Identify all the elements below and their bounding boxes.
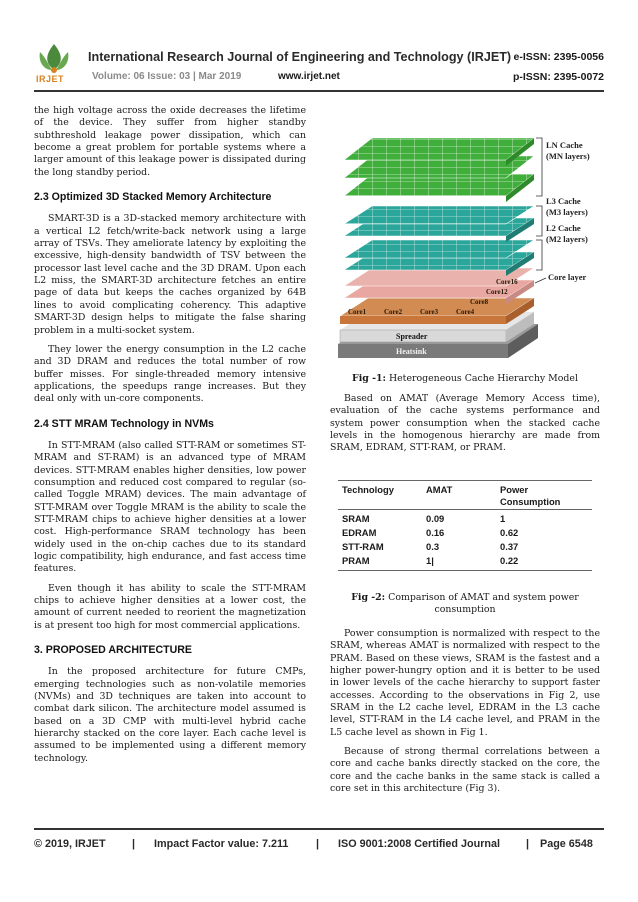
footer-page-number: Page 6548 (540, 838, 593, 850)
core-layer-front (340, 316, 506, 324)
table-cell: 0.22 (500, 555, 519, 566)
table-cell: 0.16 (426, 527, 445, 538)
table-header-consumption: Consumption (500, 496, 561, 507)
table-cell: EDRAM (342, 527, 377, 538)
table-cell: 1| (426, 555, 434, 566)
caption-label: Fig -2: (351, 592, 386, 603)
spreader-label: Spreader (396, 332, 428, 341)
l3-bracket (536, 206, 542, 236)
figure-2-caption (330, 592, 600, 616)
table-header-technology: Technology (342, 484, 394, 495)
p-issn: p-ISSN: 2395-0072 (512, 71, 604, 83)
l2-cache-layer (344, 240, 534, 258)
core-label: Core1 (348, 308, 367, 316)
paragraph: Because of strong thermal correlations between a core and cache banks directly stacked on the core, the core and the cache banks in the same stack is called a core set in this architecture (Fig 3). (330, 746, 600, 795)
paragraph: SMART-3D is a 3D-stacked memory architecture with a vertical L2 fetch/write-back network using a large array of TSVs. They ameliorate latency by exploiting the excessive, high-density bandwidth of TSV between the processor last level cache and the 3D DRAM. Upon each L2 miss, the SMART-3D architecture fetches an entire page of data but keeps the caches organized by 64B lines to avoid complicating coherency. This adaptive SMART-3D design helps to mitigate the false sharing problem in a multi-socket system. (34, 213, 306, 336)
footer-separator: | (316, 838, 320, 850)
core-arrow (535, 278, 546, 283)
table-rule (338, 509, 592, 510)
left-column (34, 105, 306, 772)
l3-layers-label: (M3 layers) (546, 207, 588, 217)
footer-impact-factor: Impact Factor value: 7.211 (154, 838, 289, 850)
caption-label: Fig -1: (352, 373, 386, 384)
core-layer-label: Core layer (548, 272, 587, 282)
table-cell: SRAM (342, 513, 370, 524)
section-heading: 2.3 Optimized 3D Stacked Memory Architecture (34, 191, 272, 204)
table-cell: 0.62 (500, 527, 519, 538)
core-label: Core12 (486, 288, 508, 296)
caption-text: Comparison of AMAT and system power consumption (388, 592, 579, 615)
footer-separator: | (132, 838, 136, 850)
header-divider (34, 90, 604, 92)
website-link[interactable]: www.irjet.net (278, 71, 340, 82)
l2-cache-label: L2 Cache (546, 223, 581, 233)
right-column-top (330, 393, 600, 462)
core-label: Core16 (496, 278, 518, 286)
e-issn: e-ISSN: 2395-0056 (513, 51, 604, 63)
table-header-amat: AMAT (426, 484, 453, 495)
section-heading: 2.4 STT MRAM Technology in NVMs (34, 417, 214, 430)
l3-cache-label: L3 Cache (546, 196, 581, 206)
table-cell: STT-RAM (342, 541, 384, 552)
figure-1-caption (330, 373, 600, 385)
core-label: Core2 (384, 308, 403, 316)
footer-divider (34, 828, 604, 830)
table-rule (338, 570, 592, 571)
journal-title: International Research Journal of Engineering and Technology (IRJET) (88, 50, 512, 64)
paragraph: the high voltage across the oxide decreases the lifetime of the device. They suffer from higher standby subthreshold leakage power dissipation, which can become a great problem for portable systems where a larger amount of this leakage power is dissipated during the long standby period. (34, 105, 306, 178)
table-cell: 0.09 (426, 513, 445, 524)
table-cell: 0.37 (500, 541, 519, 552)
volume-issue: Volume: 06 Issue: 03 | Mar 2019 (92, 71, 242, 82)
paragraph: They lower the energy consumption in the L2 cache and 3D DRAM and reduces the total number of row buffer misses. For single-threaded memory intensive applications, the speedups range increases. But they deal only with un-core components. (34, 343, 306, 405)
paragraph: Even though it has ability to scale the STT-MRAM chips to achieve higher densities at a lower cost, the amount of current needed to reorient the magnetization is at present too high for most commercial applications. (34, 582, 306, 631)
paragraph: In the proposed architecture for future CMPs, emerging technologies such as non-volatile memories (NVMs) and 3D techniques are taken into account to combat dark silicon. The architecture model assumed is based on a 3D CMP with multi-level hybrid cache hierarchy stacked on the core layer. Each cache level is assumed to be implemented using a different memory technology. (34, 666, 306, 764)
table-rule (338, 480, 592, 481)
footer-separator: | (526, 838, 530, 850)
core-label: Core8 (470, 298, 489, 306)
core-label: Core3 (420, 308, 439, 316)
page-header (0, 0, 638, 92)
cache-hierarchy-figure (330, 118, 592, 368)
caption-text: Heterogeneous Cache Hierarchy Model (388, 373, 578, 384)
heatsink-label: Heatsink (396, 347, 427, 356)
ln-layers-label: (MN layers) (546, 151, 590, 161)
section-heading: 3. PROPOSED ARCHITECTURE (34, 644, 192, 657)
l3-cache-layer (344, 206, 534, 224)
core-label: Core4 (456, 308, 475, 316)
table-header-power: Power (500, 484, 529, 495)
paragraph: In STT-MRAM (also called STT-RAM or sometimes ST-MRAM and ST-RAM) is an advanced type of MRAM devices. STT-MRAM enables higher densities, low power consumption and reduced cost compared to regular (so-called Toggle MRAM) devices. The main advantage of STT-MRAM over Toggle MRAM is the ability to scale the STT-MRAM chips to achieve higher densities at a lower cost. High-performance SRAM technology has been widely used in the on-chip caches due to its standard logic compatibility, high endurance, and fast access time features. (34, 439, 306, 575)
ln-cache-layer (344, 138, 534, 160)
paragraph: Power consumption is normalized with respect to the SRAM, whereas AMAT is normalized with respect to the PRAM. Based on these views, SRAM is the fastest and a higher power-hungry option and it is better to be used in lower levels of the cache hierarchy to support faster accesses. According to the observations in Fig 2, use SRAM in the L2 cache level, EDRAM in the L3 cache level, STT-RAM in the L4 cache level, and PRAM in the L5 cache level as shown in Fig 1. (330, 628, 600, 738)
right-column-bottom (330, 628, 600, 802)
table-cell: 0.3 (426, 541, 440, 552)
ln-cache-label: LN Cache (546, 140, 583, 150)
paragraph: Based on AMAT (Average Memory Access time), evaluation of the cache systems performance and system power consumption when the stacked cache levels in the homogenous hierarchy are made from SRAM, EDRAM, STT-RAM, or PRAM. (330, 393, 600, 454)
amat-power-table (334, 480, 596, 572)
table-cell: PRAM (342, 555, 370, 566)
footer-iso: ISO 9001:2008 Certified Journal (338, 838, 501, 850)
table-cell: 1 (500, 513, 506, 524)
footer-copyright: © 2019, IRJET (34, 838, 106, 850)
logo-text: IRJET (36, 74, 65, 84)
l2-layers-label: (M2 layers) (546, 234, 588, 244)
ln-bracket (536, 138, 542, 196)
l2-bracket (536, 240, 542, 270)
